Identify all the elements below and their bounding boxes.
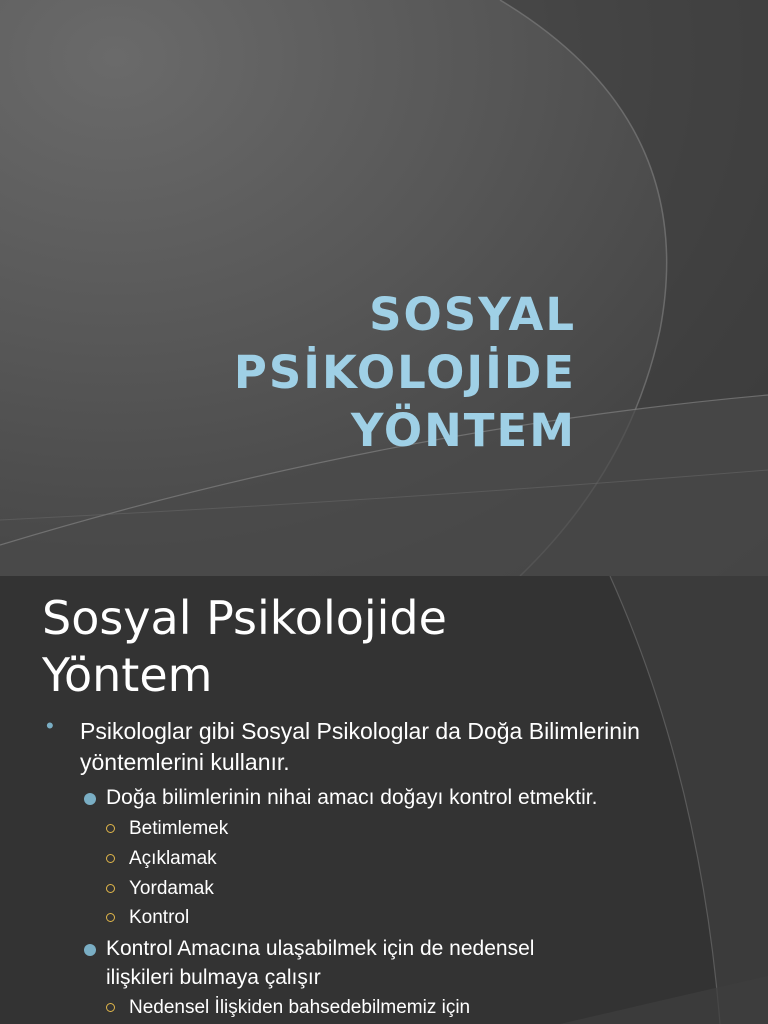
bullet-text: Açıklamak <box>129 848 217 869</box>
bullet-ring-icon <box>106 854 115 863</box>
bullet-text: Yordamak <box>129 878 214 899</box>
slide-title-line: Sosyal Psikolojide <box>42 591 447 645</box>
bullet-circle-icon <box>84 793 96 805</box>
bullet-ring-icon <box>106 913 115 922</box>
slide-title-line: Yöntem <box>42 648 213 702</box>
bullet-text: Psikologlar gibi Sosyal Psikologlar da Doğa Bilimlerinin yöntemlerini kullanır. <box>80 718 640 775</box>
bullet-level-2 <box>106 783 706 812</box>
title-line: PSİKOLOJİDE <box>233 346 576 399</box>
bullet-ring-icon <box>106 884 115 893</box>
bullet-level-3 <box>129 844 689 874</box>
bullet-ring-icon <box>106 824 115 833</box>
bullet-text: Nedensel İlişkiden bahsedebilmemiz için <box>129 997 471 1018</box>
bullet-level-3 <box>129 814 689 844</box>
bullet-level-3 <box>129 874 689 904</box>
bullet-text: Betimlemek <box>129 818 229 839</box>
bullet-text: Kontrol <box>129 907 190 928</box>
bullet-level-1 <box>46 713 680 778</box>
title-line: SOSYAL <box>369 288 576 341</box>
bullet-dot-icon: • <box>46 713 54 738</box>
title-line: YÖNTEM <box>350 404 576 457</box>
bullet-level-2 <box>106 934 606 992</box>
content-slide[interactable] <box>0 576 768 1024</box>
bullet-text: Kontrol Amacına ulaşabilmek için de nedensel ilişkileri bulmaya çalışır <box>106 937 535 989</box>
bullet-ring-icon <box>106 1003 115 1012</box>
bullet-level-3 <box>129 903 689 933</box>
presentation-title <box>234 286 576 460</box>
bullet-circle-icon <box>84 944 96 956</box>
bullet-text: Doğa bilimlerinin nihai amacı doğayı kontrol etmektir. <box>106 786 598 809</box>
slide-title <box>42 590 447 704</box>
bullet-level-3 <box>129 993 689 1023</box>
